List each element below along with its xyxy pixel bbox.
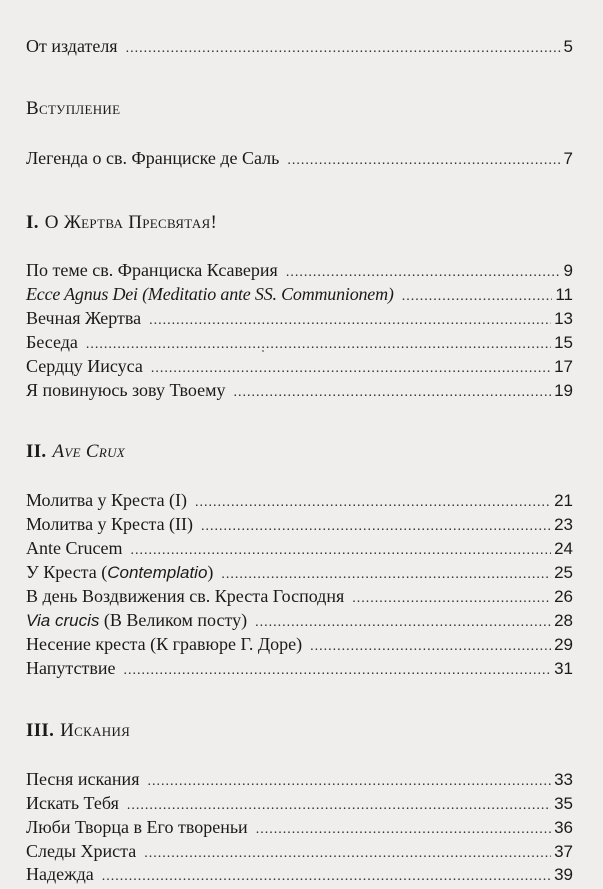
section-heading-3 (26, 719, 130, 743)
toc-entry-page: 21 (554, 491, 573, 510)
intro-heading: Вступление (26, 98, 121, 119)
dot-leader (234, 381, 552, 405)
toc-entry-page: 31 (554, 659, 573, 678)
toc-entry-title: Ante Crucem (26, 538, 123, 558)
toc-entry-title: Беседа (26, 332, 78, 352)
toc-entry-page: 29 (554, 635, 573, 654)
toc-entry-title (26, 608, 247, 633)
toc-entry-title: Ecce Agnus Dei (Meditatio ante SS. Communionem) (26, 284, 394, 304)
toc-entry-publisher[interactable] (26, 34, 573, 58)
toc-entry-page: 26 (554, 587, 573, 606)
toc-entry-page: 17 (554, 357, 573, 376)
toc-entry-title: Молитва у Креста (I) (26, 490, 188, 510)
toc-entry-title (26, 560, 213, 585)
toc-entry[interactable] (26, 560, 573, 584)
toc-entry[interactable] (26, 306, 573, 330)
section-title: Ave Crux (52, 441, 126, 462)
toc-entry-page: 9 (563, 261, 573, 280)
toc-entry[interactable] (26, 632, 573, 656)
toc-entry[interactable] (26, 815, 573, 839)
toc-entry-page: 36 (554, 818, 573, 837)
toc-entry[interactable] (26, 282, 573, 306)
toc-entry[interactable] (26, 608, 573, 632)
toc-entry-title: Люби Творца в Его твореньи (26, 817, 248, 837)
toc-entry-page: 25 (554, 563, 573, 582)
section-title: О Жертва Пресвятая! (44, 212, 218, 233)
toc-entry-page: 11 (555, 285, 573, 304)
section-title: Искания (60, 720, 131, 741)
title-part: У Креста ( (26, 562, 108, 582)
section-number: III. (26, 720, 55, 741)
toc-entry-page: 7 (563, 149, 573, 168)
toc-entry[interactable] (26, 584, 573, 608)
toc-entry-title: Молитва у Креста (II) (26, 514, 194, 534)
dot-leader (126, 37, 561, 61)
toc-entry[interactable] (26, 839, 573, 863)
paper-speck (262, 350, 264, 352)
toc-entry[interactable] (26, 354, 573, 378)
toc-entry-page: 19 (554, 381, 573, 400)
dot-leader (123, 659, 551, 683)
toc-entry[interactable] (26, 767, 573, 791)
toc-entry-title: Песня искания (26, 769, 140, 789)
toc-entry-title: Искать Тебя (26, 793, 119, 813)
toc-entry-page: 33 (554, 770, 573, 789)
toc-entry-page: 15 (554, 333, 573, 352)
toc-entry-title: От издателя (26, 36, 118, 56)
toc-entry-title: В день Воздвижения св. Креста Господня (26, 586, 345, 606)
toc-entry-title: Сердцу Иисуса (26, 356, 143, 376)
toc-entry[interactable] (26, 488, 573, 512)
toc-entry-title: Надежда (26, 864, 94, 884)
toc-entry-page: 28 (554, 611, 573, 630)
title-part-italic: Via crucis (26, 611, 100, 630)
section-number: I. (26, 212, 39, 233)
toc-entry[interactable] (26, 258, 573, 282)
toc-entry-title: Несение креста (К гравюре Г. Доре) (26, 634, 303, 654)
toc-entry-page: 39 (554, 865, 573, 884)
toc-entry[interactable] (26, 791, 573, 815)
toc-entry[interactable] (26, 656, 573, 680)
title-part-italic: Contemplatio (107, 563, 208, 582)
toc-entry-page: 13 (554, 309, 573, 328)
toc-entry-page: 35 (554, 794, 573, 813)
toc-entry-legend[interactable] (26, 146, 573, 170)
toc-entry-title: Вечная Жертва (26, 308, 142, 328)
section-number: II. (26, 441, 47, 462)
toc-entry-page: 23 (554, 515, 573, 534)
dot-leader (102, 865, 551, 889)
toc-entry[interactable] (26, 330, 573, 354)
toc-entry-title: Я повинуюсь зову Твоему (26, 380, 226, 400)
toc-entry[interactable] (26, 862, 573, 886)
toc-entry-page: 24 (554, 539, 573, 558)
title-part: (В Великом посту) (99, 610, 248, 630)
toc-entry[interactable] (26, 378, 573, 402)
title-part: ) (207, 562, 214, 582)
dot-leader (287, 149, 560, 173)
toc-entry-title: Легенда о св. Франциске де Саль (26, 148, 280, 168)
section-heading-1 (26, 211, 217, 235)
toc-entry-title: Следы Христа (26, 841, 137, 861)
toc-entry-title: По теме св. Франциска Ксаверия (26, 260, 278, 280)
toc-entry[interactable] (26, 536, 573, 560)
toc-entry-title: Напутствие (26, 658, 116, 678)
section-heading-2 (26, 440, 125, 464)
toc-entry-page: 5 (563, 37, 573, 56)
toc-entry-page: 37 (554, 842, 573, 861)
toc-entry[interactable] (26, 512, 573, 536)
